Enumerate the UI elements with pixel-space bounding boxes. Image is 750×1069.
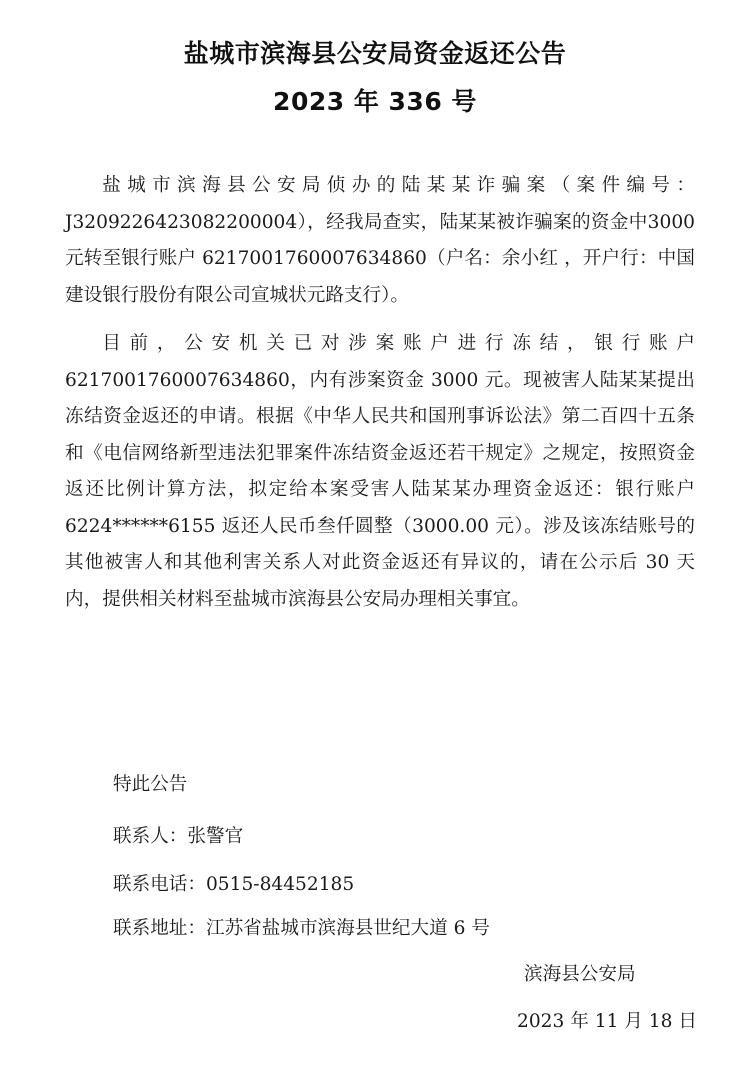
notice-line: 特此公告 bbox=[113, 774, 188, 795]
paragraph-case-info: 盐城市滨海县公安局侦办的陆某某诈骗案（案件编号：J3209226423082200004），经我局查实，陆某某被诈骗案的资金中3000 元转至银行账户 6217001760007634860（户名：余小红 ，开户行：中国建设银行股份有限公司宣城状元路支行）。 bbox=[65, 175, 695, 306]
contact-address: 联系地址：江苏省盐城市滨海县世纪大道 6 号 bbox=[113, 918, 490, 939]
contact-person: 联系人：张警官 bbox=[113, 826, 244, 847]
contact-phone: 联系电话：0515-84452185 bbox=[113, 874, 355, 895]
signature-organization: 滨海县公安局 bbox=[524, 964, 636, 985]
document-body bbox=[65, 168, 695, 630]
document-number: 2023 年 336 号 bbox=[273, 87, 477, 116]
paragraph-refund-details: 目前，公安机关已对涉案账户进行冻结，银行账户6217001760007634860，内有涉案资金 3000 元。现被害人陆某某提出冻结资金返还的申请。根据《中华人民共和国刑事诉讼法》第二百四十五条和《电信网络新型违法犯罪案件冻结资金返还若干规定》之规定，按照资金返还比例计算方法，拟定给本案受害人陆某某办理资金返还：银行账户 6224******6155 返还人民币叁仟圆整（3000.00 元）。涉及该冻结账号的其他被害人和其他利害关系人对此资金返还有异议的，请在公示后 30 天内，提供相关材料至盐城市滨海县公安局办理相关事宜。 bbox=[65, 333, 695, 610]
document-title: 盐城市滨海县公安局资金返还公告 bbox=[183, 39, 567, 68]
signature-date: 2023 年 11 月 18 日 bbox=[517, 1011, 697, 1032]
